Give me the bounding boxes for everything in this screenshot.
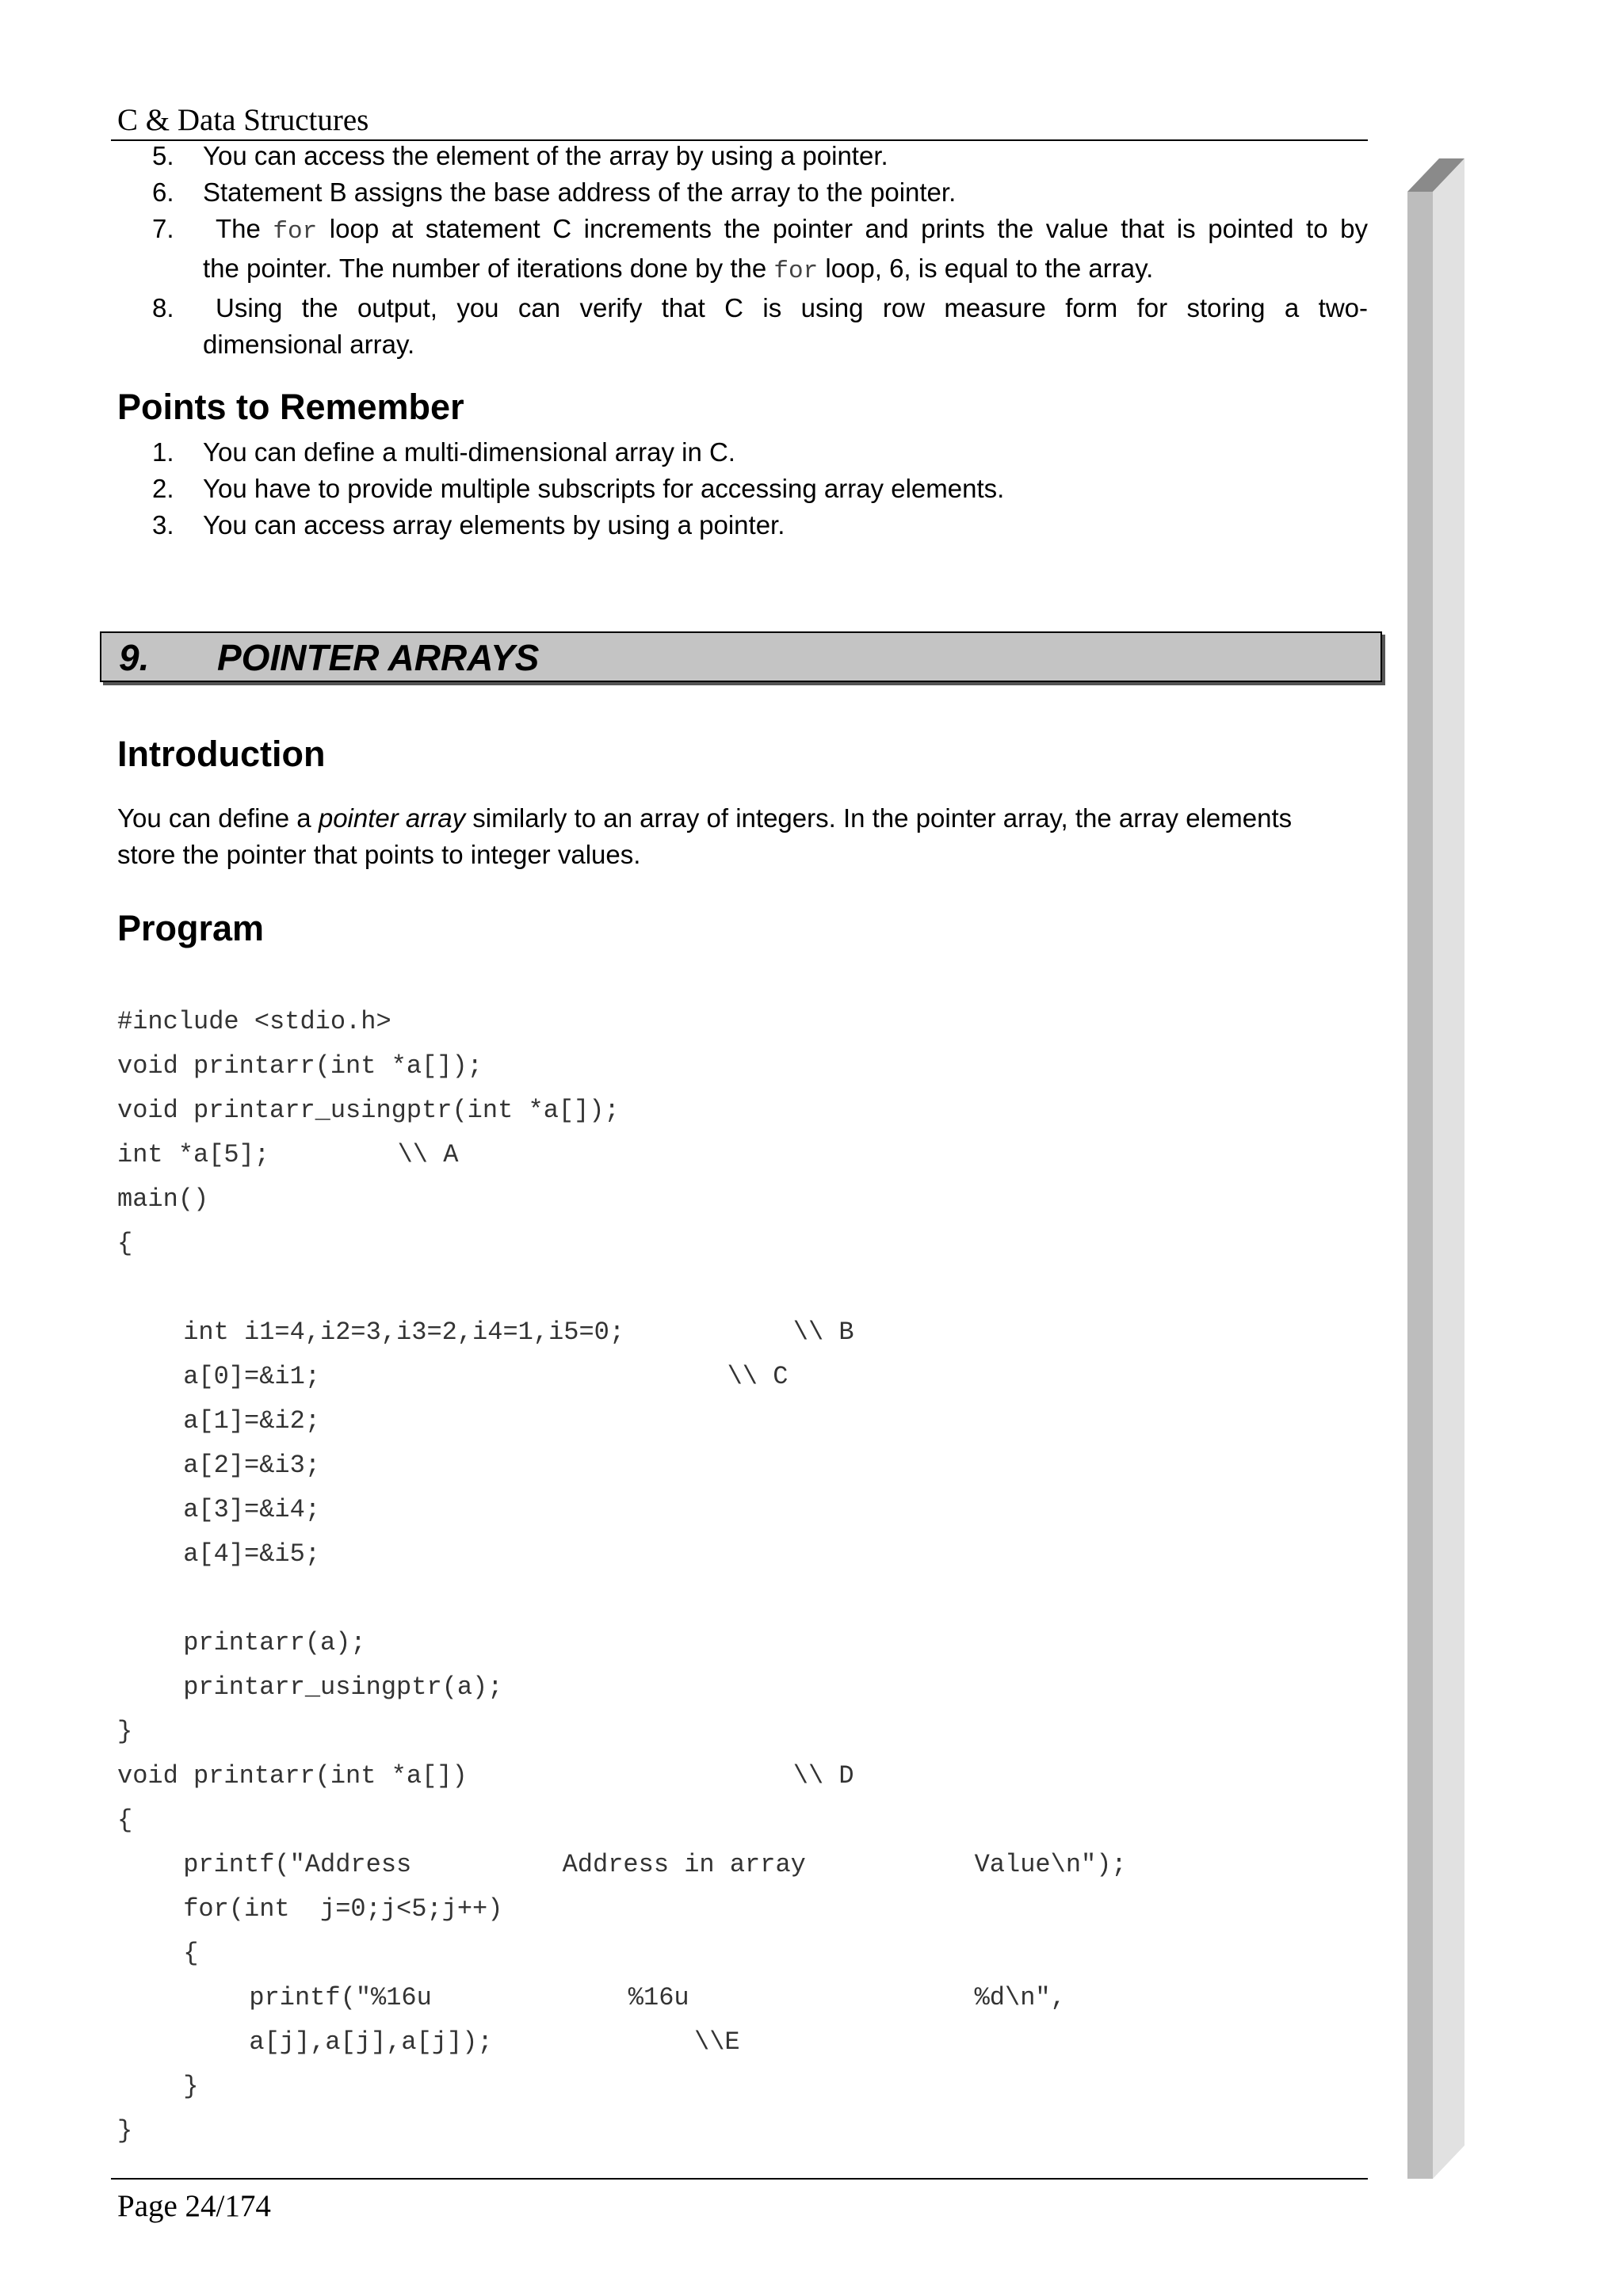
code-line xyxy=(117,1488,1354,1532)
list-item xyxy=(117,138,1368,174)
code-text: printf("Address xyxy=(183,1850,412,1879)
code-text: a[4]=&i5; xyxy=(183,1539,321,1569)
code-line xyxy=(117,1710,1354,1754)
code-line xyxy=(117,1355,1354,1399)
paragraph-line: You can define a pointer array similarly to an array of integers. In the pointer array, the array elements xyxy=(117,803,1293,833)
code-line xyxy=(117,1976,1354,2020)
section-title-banner xyxy=(100,631,1382,682)
code-text: } xyxy=(117,1717,133,1746)
list-number: 6. xyxy=(152,177,174,207)
side-bar-decoration xyxy=(1407,158,1465,2179)
code-line xyxy=(117,1843,1354,1887)
list-item xyxy=(117,471,1368,507)
code-text: int *a[5]; xyxy=(117,1140,270,1169)
footer-rule xyxy=(111,2178,1368,2180)
list-text: You have to provide multiple subscripts for accessing array elements. xyxy=(203,474,1005,503)
paragraph-line: store the pointer that points to integer values. xyxy=(117,840,641,869)
code-line xyxy=(117,1887,1354,1932)
list-item xyxy=(117,211,1368,290)
code-text: Address in array xyxy=(562,1850,806,1879)
list-text-line: the pointer. The number of iterations done by the for loop, 6, is equal to the array. xyxy=(203,254,1154,285)
code-text: } xyxy=(183,2072,199,2101)
inline-code: for xyxy=(773,257,819,285)
code-line xyxy=(117,1222,1354,1266)
code-text: main() xyxy=(117,1184,209,1214)
list-number: 5. xyxy=(152,141,174,170)
list-text: You can access the element of the array by using a pointer. xyxy=(203,141,888,170)
code-text: \\ B xyxy=(792,1318,854,1347)
introduction-paragraph xyxy=(117,800,1368,873)
list-text: You can access array elements by using a pointer. xyxy=(203,510,785,540)
list-text-line: dimensional array. xyxy=(203,330,415,359)
code-text: a[1]=&i2; xyxy=(183,1406,321,1436)
code-text: a[0]=&i1; xyxy=(183,1362,321,1391)
code-text: %d\n", xyxy=(974,1983,1066,2012)
points-list xyxy=(117,434,1368,543)
code-line xyxy=(117,1399,1354,1444)
code-line xyxy=(117,1932,1354,1976)
code-line xyxy=(117,1665,1354,1710)
code-text: #include <stdio.h> xyxy=(117,1007,391,1036)
code-line xyxy=(117,1044,1354,1089)
code-text: void printarr(int *a[]) xyxy=(117,1761,468,1791)
code-text: a[3]=&i4; xyxy=(183,1495,321,1524)
code-line xyxy=(117,1000,1354,1044)
list-item xyxy=(117,174,1368,211)
code-listing xyxy=(117,1000,1354,2153)
code-line xyxy=(117,2020,1354,2065)
code-text: printarr(a); xyxy=(183,1628,366,1657)
running-header: C & Data Structures xyxy=(117,103,369,137)
continued-steps-list xyxy=(117,138,1368,363)
list-item xyxy=(117,290,1368,363)
list-number: 3. xyxy=(152,510,174,540)
list-item xyxy=(117,434,1368,471)
code-line xyxy=(117,1089,1354,1133)
code-line xyxy=(117,1621,1354,1665)
list-item xyxy=(117,507,1368,543)
code-line xyxy=(117,1310,1354,1355)
page-number: Page 24/174 xyxy=(117,2189,271,2223)
list-text-line: Using the output, you can verify that C is using row measure form for storing a two- xyxy=(216,293,1368,322)
code-line xyxy=(117,1266,1354,1310)
section-number: 9. xyxy=(119,637,150,678)
introduction-heading: Introduction xyxy=(117,734,326,774)
code-text: { xyxy=(183,1939,199,1968)
list-number: 7. xyxy=(152,214,174,243)
code-text: { xyxy=(117,1229,133,1258)
program-heading: Program xyxy=(117,908,265,948)
code-text: for(int j=0;j<5;j++) xyxy=(183,1894,503,1924)
code-text: \\E xyxy=(694,2027,740,2057)
section-title: POINTER ARRAYS xyxy=(217,637,540,678)
code-text: %16u xyxy=(628,1983,689,2012)
list-text-line: The for loop at statement C increments the pointer and prints the value that is pointed to by xyxy=(216,214,1368,246)
code-line xyxy=(117,2065,1354,2109)
list-number: 2. xyxy=(152,474,174,503)
list-number: 8. xyxy=(152,293,174,322)
inline-code: for xyxy=(273,218,318,246)
code-text: int i1=4,i2=3,i3=2,i4=1,i5=0; xyxy=(183,1318,625,1347)
code-line xyxy=(117,1133,1354,1177)
code-text: a[j],a[j],a[j]); xyxy=(249,2027,493,2057)
code-text: } xyxy=(117,2116,133,2145)
code-text: \\ A xyxy=(397,1140,459,1169)
code-line xyxy=(117,1577,1354,1621)
code-text: Value\n"); xyxy=(974,1850,1127,1879)
code-text: printf("%16u xyxy=(249,1983,432,2012)
list-text: You can define a multi-dimensional array in C. xyxy=(203,437,735,467)
list-number: 1. xyxy=(152,437,174,467)
code-line xyxy=(117,1444,1354,1488)
code-line xyxy=(117,1177,1354,1222)
code-text: a[2]=&i3; xyxy=(183,1451,321,1480)
code-text: printarr_usingptr(a); xyxy=(183,1672,503,1702)
code-text: { xyxy=(117,1806,133,1835)
emphasis-term: pointer array xyxy=(318,803,466,833)
code-text: \\ C xyxy=(727,1362,789,1391)
code-text: void printarr_usingptr(int *a[]); xyxy=(117,1096,620,1125)
code-text: void printarr(int *a[]); xyxy=(117,1051,483,1081)
code-line xyxy=(117,1798,1354,1843)
code-text: \\ D xyxy=(792,1761,854,1791)
code-line xyxy=(117,1754,1354,1798)
list-text: Statement B assigns the base address of the array to the pointer. xyxy=(203,177,957,207)
code-line xyxy=(117,2109,1354,2153)
code-line xyxy=(117,1532,1354,1577)
points-to-remember-heading: Points to Remember xyxy=(117,387,464,427)
